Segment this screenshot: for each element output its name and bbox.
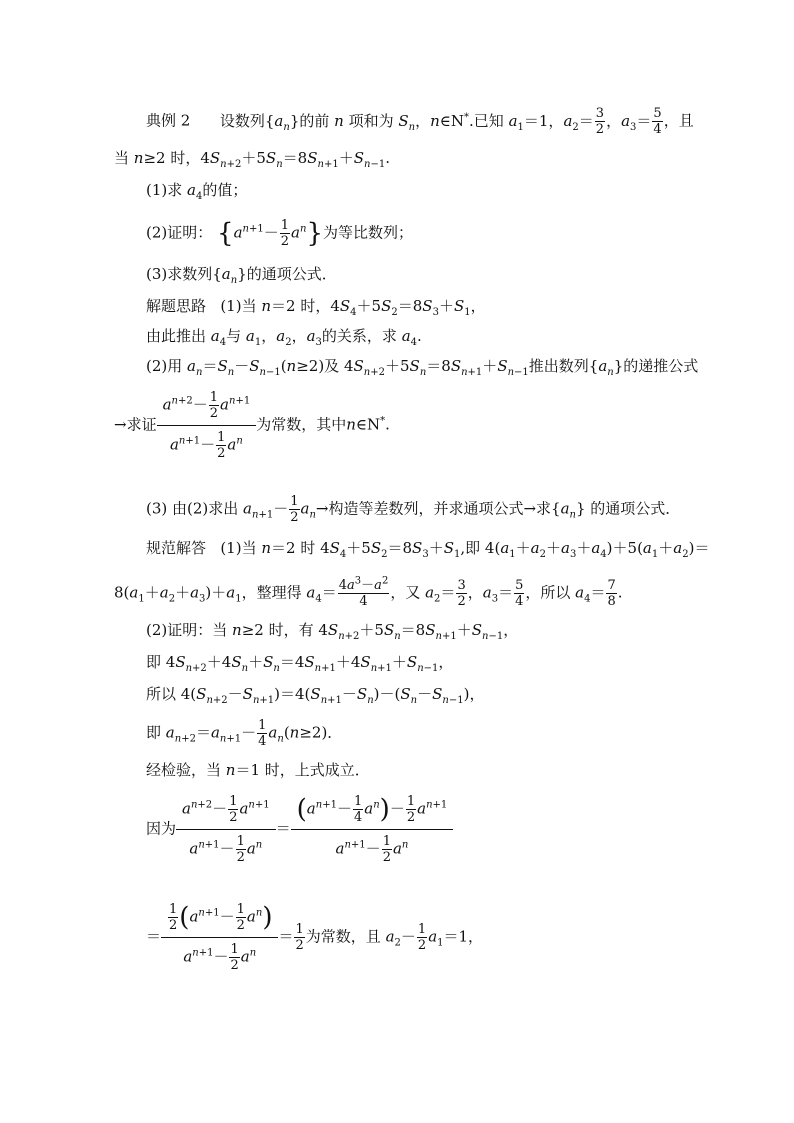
thinking-line-1: 解题思路 (1)当 n＝2 时，$4S_4+5S_2=8S_3+S_1$， <box>146 297 486 318</box>
fraction-5-4: $\frac{5}{4}$ <box>653 106 662 137</box>
question-2: (2)证明： {$a^{n+1}-$ $\frac{1}{2}$ $a^n$}为等比数列； <box>146 218 413 249</box>
solution-line-3: (2)证明：当 n≥2 时，有 $4S_{n+2}+5S_n=8S_{n+1}+S_{n-1}$， <box>146 621 519 642</box>
ratio-fraction-2: $a^{n+2}-$ $\frac{1}{2}$ $a^{n+1}$ $a^{n+1}-$ $\frac{1}{2}$ $a^n$ <box>176 792 276 867</box>
solution-line-4: 即 $4S_{n+2}+4S_n+S_n=4S_{n+1}+4S_{n+1}+S_{n-1}$， <box>146 653 454 674</box>
solution-line-5: 所以 $4(S_{n+2}-S_{n+1})=4(S_{n+1}-S_n)-(S_n-S_{n-1})$， <box>146 685 485 706</box>
ratio-fraction-1: $a^{n+2}-$ $\frac{1}{2}$ $a^{n+1}$ $a^{n+1}-$ $\frac{1}{2}$ $a^n$ <box>157 388 257 463</box>
thinking-line-4: →求证 $a^{n+2}-$ $\frac{1}{2}$ $a^{n+1}$ $a^{n+1}-$ $\frac{1}{2}$ $a^n$ 为常数，其中n∈N*. <box>114 390 390 461</box>
fraction-1-2: $\frac{1}{2}$ <box>280 218 290 249</box>
ratio-fraction-3: ($a^{n+1}-$ $\frac{1}{4}$ $a^n)-$ $\frac{1}{2}$ $a^{n+1}$ $a^{n+1}-$ $\frac{1}{2}$ $a^n$ <box>291 792 454 867</box>
problem-line-2: 当 n≥2 时，$4S_{n+2}+5S_n=8S_{n+1}+S_{n-1}$. <box>114 149 390 170</box>
fraction-a4: $\frac{4a^3-a^2}{4}$ <box>338 575 389 609</box>
thinking-label: 解题思路 <box>146 297 207 315</box>
solution-line-1: 规范解答 (1)当 n＝2 时 $4S_4+5S_2=8S_3+S_1$,即 $4(a_1+a_2+a_3+a_4)+5(a_1+a_2)=$ <box>146 539 710 560</box>
solution-line-9: ＝ $\frac{1}{2}$ ($a^{n+1}-$ $\frac{1}{2}$ $a^n$) $a^{n+1}-$ $\frac{1}{2}$ $a^n$ ＝ $\frac{1}{2}$ 为常数，且 $a_2-$ $\frac{1}{2}$ $a_1=1$， <box>146 902 484 973</box>
ratio-fraction-4: $\frac{1}{2}$ ($a^{n+1}-$ $\frac{1}{2}$ $a^n$) $a^{n+1}-$ $\frac{1}{2}$ $a^n$ <box>161 900 278 975</box>
fraction-3-2: $\frac{3}{2}$ <box>595 106 605 137</box>
solution-label: 规范解答 <box>146 539 207 557</box>
example-label: 典例 2 <box>146 111 191 130</box>
solution-line-8: 因为 $a^{n+2}-$ $\frac{1}{2}$ $a^{n+1}$ $a^{n+1}-$ $\frac{1}{2}$ $a^n$ ＝ ($a^{n+1}-$ $\frac{1}{4}$ $a^n)-$ $\frac{1}{2}$ $a^{n+1}$ $a^{n+1}-$ $\frac{1}{2}$ $a^n$ <box>146 792 453 867</box>
problem-intro-a: 设数列$\{a_n\}$的前 n 项和为 $S_n$，n∈N*.已知 $a_1=1$，$a_2=$ <box>219 111 594 133</box>
thinking-line-3: (2)用 $a_n=S_n-S_{n-1}(n\ge 2)$及 $4S_{n+2}+5S_n=8S_{n+1}+S_{n-1}$推出数列$\{a_n\}$的递推公式 <box>146 357 699 378</box>
solution-line-6: 即 $a_{n+2}=a_{n+1}-$ $\frac{1}{4}$ $a_n(n\ge 2)$． <box>146 718 343 749</box>
question-1: (1)求 $a_4$的值； <box>146 181 248 202</box>
solution-line-2: $8(a_1+a_2+a_3)+a_1$，整理得 $a_4=$ $\frac{4a^3-a^2}{4}$ ，又 $a_2=$ $\frac{3}{2}$ ，$a_3=$ $\frac{5}{4}$ ，所以 $a_4=$ $\frac{7}{8}$ . <box>114 575 623 609</box>
thinking-line-2: 由此推出 $a_4$与 $a_1$，$a_2$，$a_3$的关系，求 $a_4$. <box>146 327 422 348</box>
question-3: (3)求数列$\{a_n\}$的通项公式． <box>146 265 337 286</box>
problem-line-1: 典例 2 设数列$\{a_n\}$的前 n 项和为 $S_n$，n∈N*.已知 $a_1=1$，$a_2=$ $\frac{3}{2}$ ，$a_3=$ $\frac{5}{4}$ ，且 <box>146 106 694 137</box>
solution-line-7: 经检验，当 n＝1 时，上式成立． <box>146 761 370 779</box>
thinking-line-5: (3) 由(2)求出 $a_{n+1}-$ $\frac{1}{2}$ $a_n\to$构造等差数列，并求通项公式→求$\{a_n\}$ 的通项公式． <box>146 494 681 525</box>
